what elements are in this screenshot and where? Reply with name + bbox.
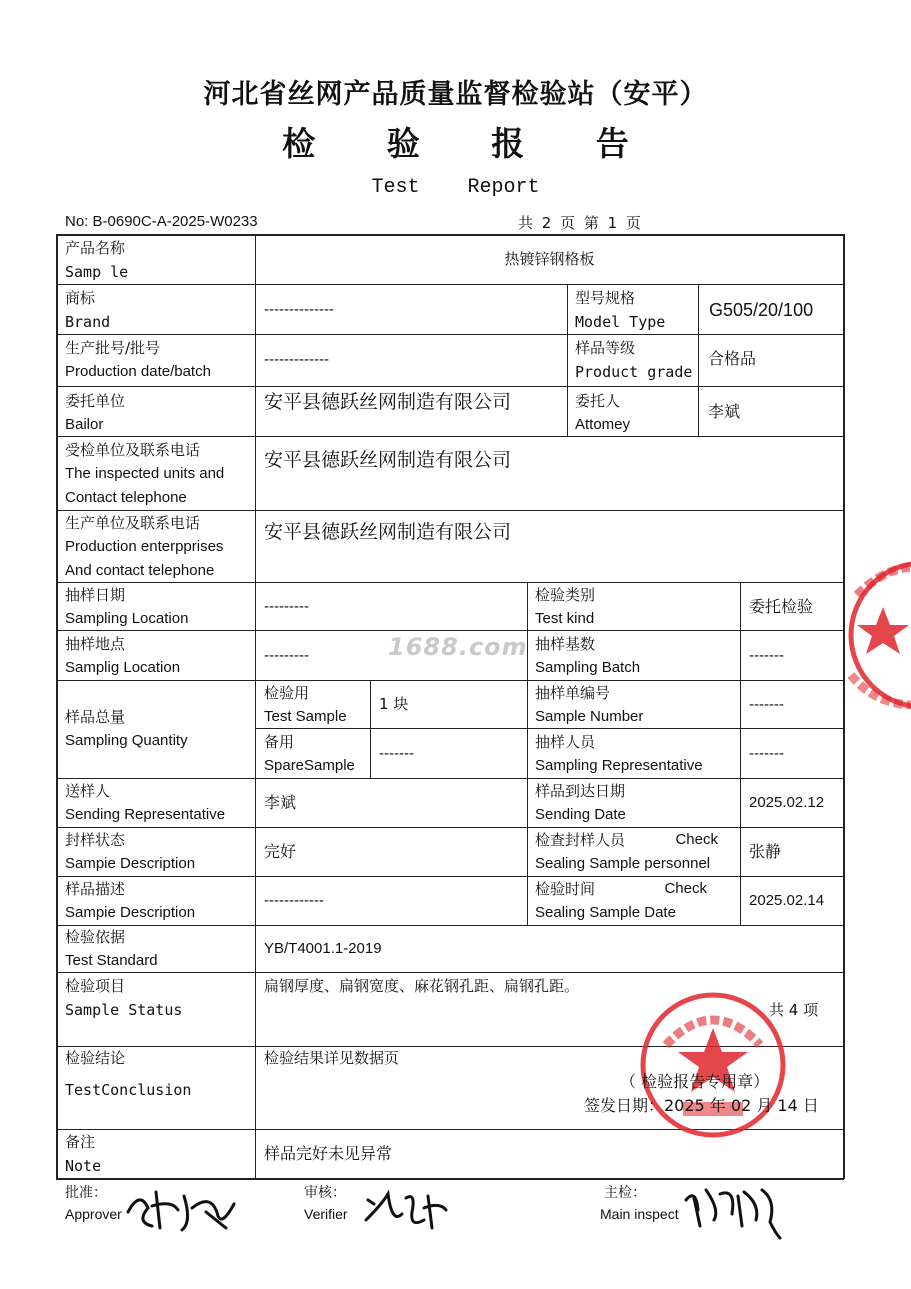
sampler-label: 抽样人员 Sampling Representative xyxy=(535,733,703,774)
side-seal-stamp xyxy=(843,555,911,715)
seal-state-label: 封样状态 Sampie Description xyxy=(65,831,196,872)
batch-value: ------------- xyxy=(264,351,329,368)
attorney-label: 委托人 Attomey xyxy=(575,392,631,433)
sampling-place-value: --------- xyxy=(264,647,309,664)
sample-number-value: ------- xyxy=(749,696,784,713)
sample-number-label: 抽样单编号 Sample Number xyxy=(535,684,644,725)
attorney-value: 李斌 xyxy=(708,402,741,421)
brand-label: 商标 Brand xyxy=(65,289,111,331)
arrival-date-label: 样品到达日期 Sending Date xyxy=(535,782,626,823)
standard-value: YB/T4001.1-2019 xyxy=(264,940,382,957)
sampling-batch-label: 抽样基数 Sampling Batch xyxy=(535,635,641,676)
test-items-label: 检验项目 Sample Status xyxy=(65,977,183,1019)
test-kind-value: 委托检验 xyxy=(749,597,814,616)
model-label: 型号规格 Model Type xyxy=(575,289,666,331)
sampler-value: ------- xyxy=(749,745,784,762)
producer-value: 安平县德跃丝网制造有限公司 xyxy=(264,521,512,543)
spare-sample-label: 备用 SpareSample xyxy=(264,733,355,774)
standard-label: 检验依据 Test Standard xyxy=(65,928,158,969)
sender-label: 送样人 Sending Representative xyxy=(65,782,226,823)
sampling-date-label: 抽样日期 Sampling Location xyxy=(65,586,189,627)
conclusion-label: 检验结论 TestConclusion xyxy=(65,1049,192,1099)
seal-checker-label: 检查封样人员 Check Sealing Sample personnel xyxy=(535,831,718,872)
sampling-date-value: --------- xyxy=(264,598,309,615)
bailor-value: 安平县德跃丝网制造有限公司 xyxy=(264,391,512,413)
test-sample-label: 检验用 Test Sample xyxy=(264,684,347,725)
test-items-count: 共 4 项 xyxy=(769,1001,819,1019)
sample-name-value: 热镀锌钢格板 xyxy=(504,250,595,268)
main-inspector-signature xyxy=(680,1180,790,1240)
model-value: G505/20/100 xyxy=(709,300,814,320)
bailor-label: 委托单位 Bailor xyxy=(65,392,126,433)
sender-value: 李斌 xyxy=(264,793,297,812)
note-label: 备注 Note xyxy=(65,1133,102,1175)
test-time-value: 2025.02.14 xyxy=(749,892,825,909)
verifier-signature xyxy=(362,1184,452,1234)
conclusion-value: 检验结果详见数据页 xyxy=(264,1049,400,1067)
quantity-label: 样品总量 Sampling Quantity xyxy=(65,708,188,749)
verifier-block: 审核： Verifier xyxy=(304,1185,348,1222)
test-kind-label: 检验类别 Test kind xyxy=(535,586,596,627)
spare-sample-value: ------- xyxy=(379,745,414,762)
producer-label: 生产单位及联系电话 Production enterpprises And contact telephone xyxy=(65,514,224,579)
sampling-batch-value: ------- xyxy=(749,647,784,664)
seal-checker-value: 张静 xyxy=(749,842,782,861)
sampling-place-label: 抽样地点 Samplig Location xyxy=(65,635,181,676)
issue-date: 签发日期：2025 年 02 月 14 日 xyxy=(584,1096,819,1115)
sample-name-label: 产品名称 Samp le xyxy=(65,239,129,281)
report-title-en: Test Report xyxy=(371,176,540,199)
inspected-unit-label: 受检单位及联系电话 The inspected units and Contact telephone xyxy=(65,441,225,506)
grade-value: 合格品 xyxy=(708,349,757,368)
brand-value: -------------- xyxy=(264,301,334,318)
test-time-label: 检验时间 Check Sealing Sample Date xyxy=(535,880,707,921)
page-info: 共 2 页 第 1 页 xyxy=(518,214,641,232)
report-title-cn: 检 验 报 告 xyxy=(282,124,659,163)
inspected-unit-value: 安平县德跃丝网制造有限公司 xyxy=(264,449,512,471)
note-value: 样品完好未见异常 xyxy=(264,1144,393,1163)
approver-block: 批准： Approver xyxy=(65,1185,122,1222)
seal-state-value: 完好 xyxy=(264,842,297,861)
report-number: No: B-0690C-A-2025-W0233 xyxy=(65,213,258,230)
description-label: 样品描述 Sampie Description xyxy=(65,880,196,921)
station-title: 河北省丝网产品质量监督检验站（安平） xyxy=(203,79,708,110)
description-value: ------------ xyxy=(264,892,324,909)
main-inspector-block: 主检： Main inspect xyxy=(600,1185,679,1222)
approver-signature xyxy=(122,1182,244,1234)
grade-label: 样品等级 Product grade xyxy=(575,339,693,381)
test-sample-value: 1 块 xyxy=(379,695,409,713)
watermark: 1688.com xyxy=(388,633,528,661)
test-items-value: 扁钢厚度、扁钢宽度、麻花钢孔距、扁钢孔距。 xyxy=(264,977,580,995)
batch-label: 生产批号/批号 Production date/batch xyxy=(65,339,211,380)
arrival-date-value: 2025.02.12 xyxy=(749,794,825,811)
seal-note: （ 检验报告专用章） xyxy=(620,1072,770,1091)
